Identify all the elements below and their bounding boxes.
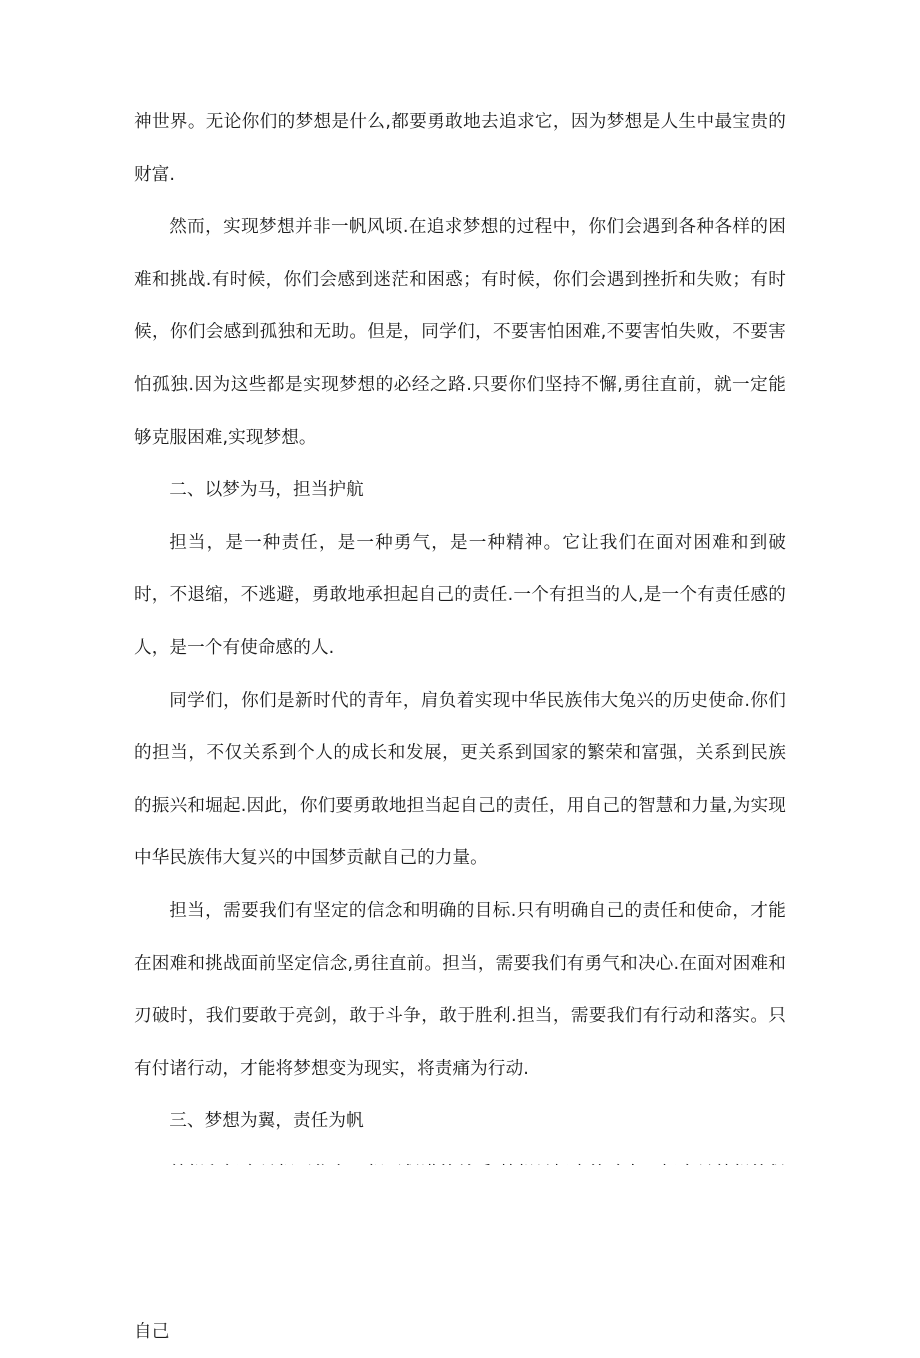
paragraph-responsibility-definition: 担当，是一种责任，是一种勇气，是一种精神。它让我们在面对困难和到破时，不退缩，不逃避，勇敢地承担起自己的责任.一个有担当的人,是一个有责任感的人，是一个有使命感的人. [134,532,786,658]
section-heading-three: 三、梦想为翼，责任为帆 [169,1111,364,1132]
paragraph-conviction-action: 担当，需要我们有坚定的信念和明确的目标.只有明确自己的责任和使命，才能在困难和挑战面前坚定信念,勇往直前。担当，需要我们有勇气和决心.在面对困难和刃破时，我们要敢于亮剑，敢于斗争，敢于胜利.担当，需要我们有行动和落实。只有付诸行动，才能将梦想变为现实，将责痛为行动. [134,900,786,1079]
section-heading-two: 二、以梦为马，担当护航 [169,480,364,501]
paragraph-new-era-youth: 同学们，你们是新时代的青年，肩负着实现中华民族伟大兔兴的历史使命.你们的担当，不仅关系到个人的成长和发展，更关系到国家的繁荣和富强，关系到民族的振兴和堀起.因此，你们要勇敢地担当起自己的责任，用自己的智慧和力量,为实现中华民族伟大复兴的中国梦贡献自己的力量。 [134,690,786,869]
paragraph-closing-call: 自己 [134,1321,170,1342]
paragraph-dream-challenges: 然而，实现梦想并非一帆风顷.在追求梦想的过程中，你们会遇到各种各样的困难和挑战.有时候，你们会感到迷茫和困惑；有时候，你们会遇到挫折和失败；有时候，你们会感到孤独和无助。但是，同学们，不要害怕困难,不要害怕失败，不要害怕孤独.因为这些都是实现梦想的必经之路.只要你们坚持不懈,勇往直前，就一定能够克服困难,实现梦想。 [134,217,786,448]
paragraph-continuation: 神世界。无论你们的梦想是什么,都要勇敢地去追求它，因为梦想是人生中最宝贵的财富. [134,112,786,185]
page-bottom-blank-area [0,1165,920,1301]
